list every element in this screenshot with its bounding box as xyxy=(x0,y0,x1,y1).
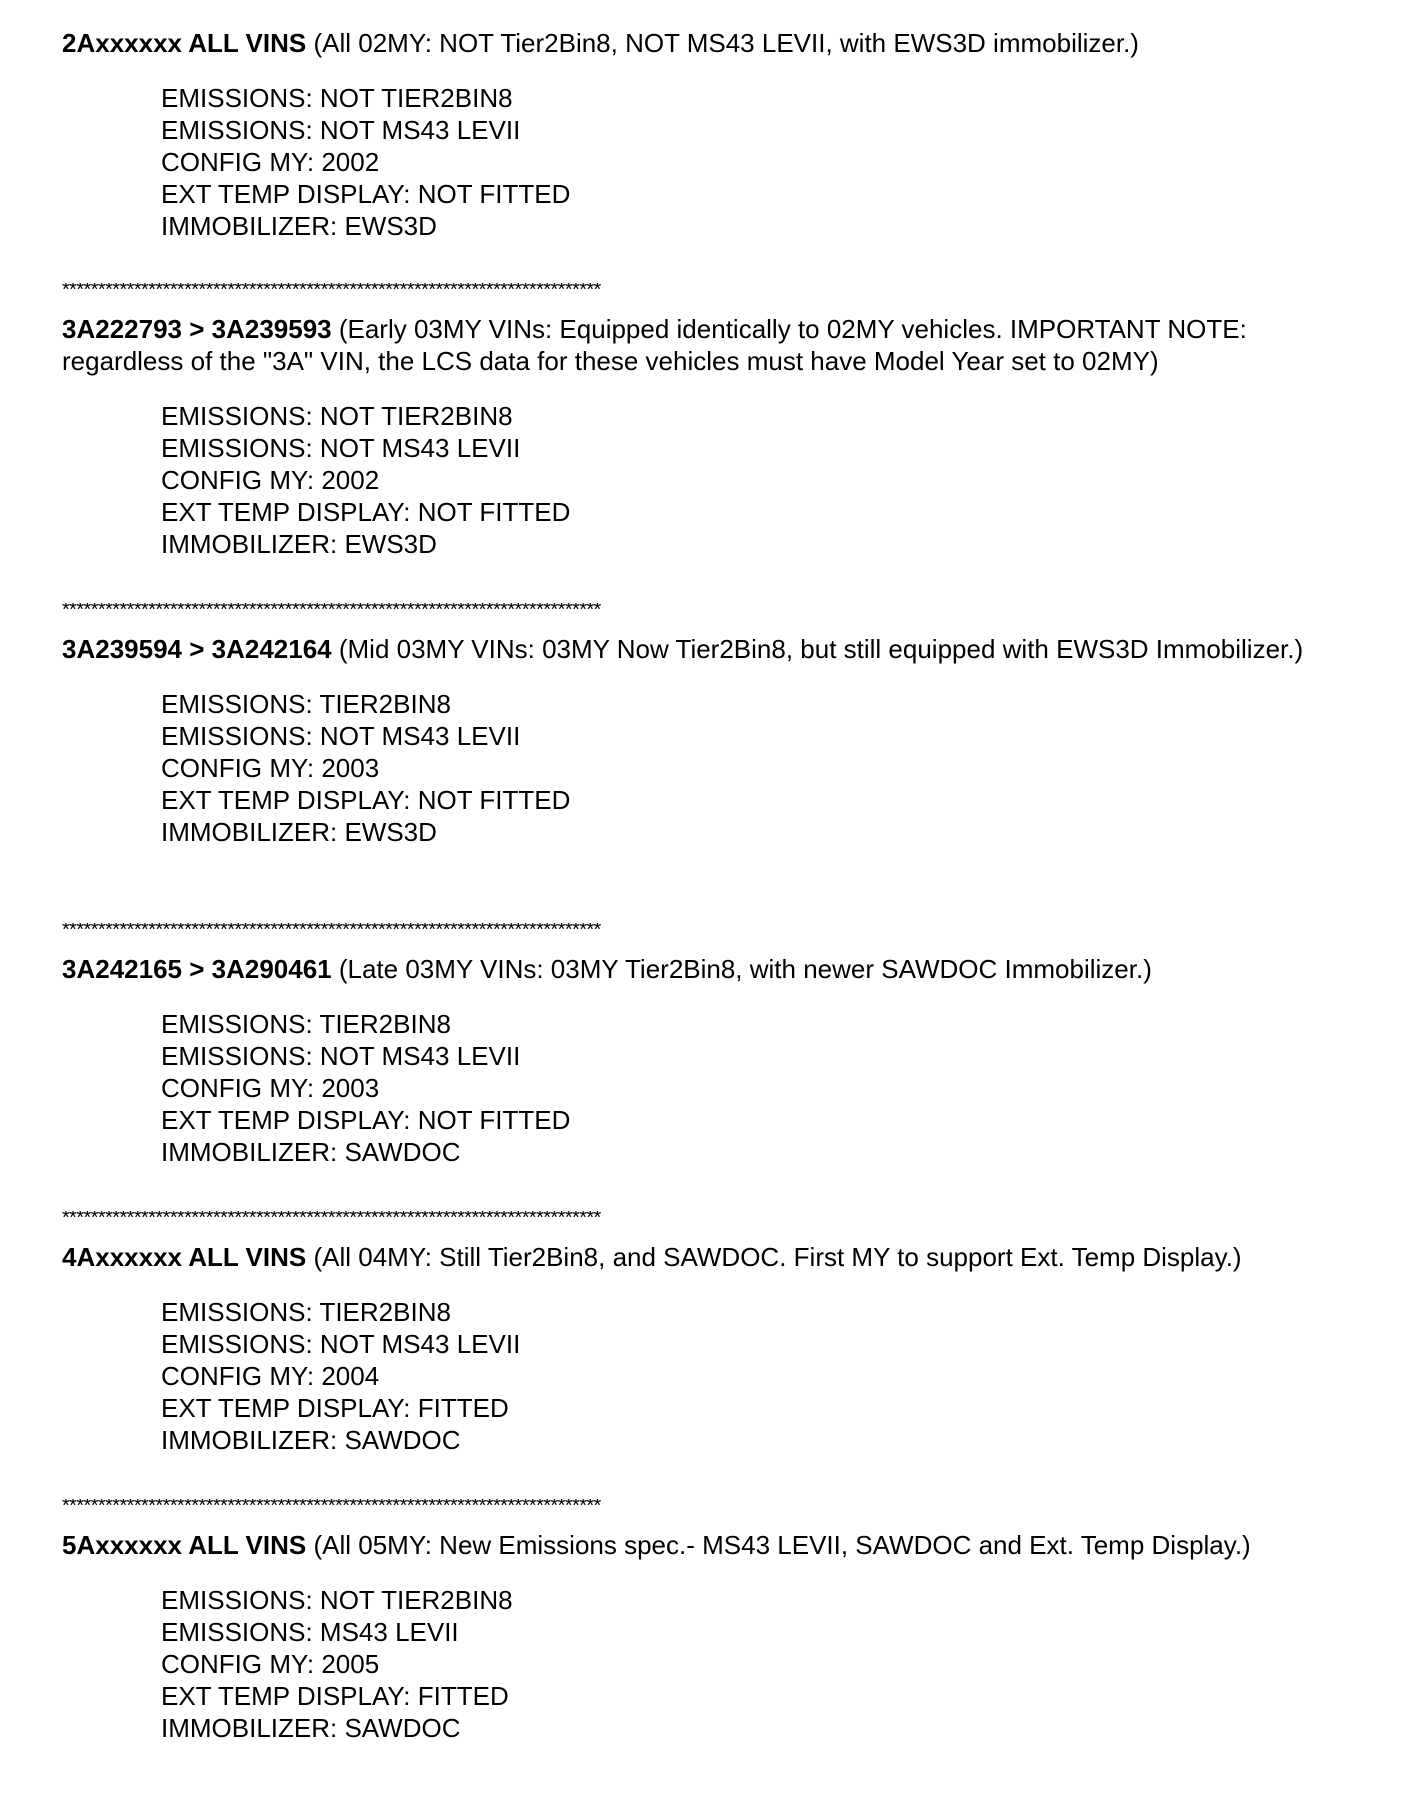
setting-ext-temp-display: EXT TEMP DISPLAY: NOT FITTED xyxy=(161,497,571,527)
settings-list xyxy=(161,82,1362,242)
vin-section-3a-mid xyxy=(62,633,1362,848)
section-heading xyxy=(62,313,1362,377)
setting-emissions-tier2bin8: EMISSIONS: TIER2BIN8 xyxy=(161,689,451,719)
setting-emissions-ms43: EMISSIONS: NOT MS43 LEVII xyxy=(161,721,521,751)
separator-line: *************************************************************************** xyxy=(62,1499,601,1513)
setting-ext-temp-display: EXT TEMP DISPLAY: NOT FITTED xyxy=(161,1105,571,1135)
setting-emissions-ms43: EMISSIONS: NOT MS43 LEVII xyxy=(161,1041,521,1071)
separator-line: *************************************************************************** xyxy=(62,923,601,937)
section-note: (Early 03MY VINs: Equipped identically to 02MY vehicles. IMPORTANT NOTE: regardless of the "3A" VIN, the LCS data for these vehicles must have Model Year set to 02MY) xyxy=(62,314,1247,376)
setting-emissions-ms43: EMISSIONS: NOT MS43 LEVII xyxy=(161,433,521,463)
section-note: (All 02MY: NOT Tier2Bin8, NOT MS43 LEVII, with EWS3D immobilizer.) xyxy=(306,28,1139,58)
vin-range: 3A239594 > 3A242164 xyxy=(62,634,332,664)
setting-immobilizer: IMMOBILIZER: SAWDOC xyxy=(161,1425,461,1455)
setting-emissions-ms43: EMISSIONS: NOT MS43 LEVII xyxy=(161,115,521,145)
settings-list xyxy=(161,688,1362,848)
vin-range: 3A242165 > 3A290461 xyxy=(62,954,332,984)
vin-section-5a xyxy=(62,1529,1362,1744)
setting-immobilizer: IMMOBILIZER: EWS3D xyxy=(161,211,437,241)
setting-immobilizer: IMMOBILIZER: EWS3D xyxy=(161,529,437,559)
setting-ext-temp-display: EXT TEMP DISPLAY: FITTED xyxy=(161,1393,509,1423)
settings-list xyxy=(161,1296,1362,1456)
vin-range: 2Axxxxxx ALL VINS xyxy=(62,28,307,58)
vin-section-4a xyxy=(62,1241,1362,1456)
separator-line: *************************************************************************** xyxy=(62,1211,601,1225)
setting-emissions-ms43: EMISSIONS: NOT MS43 LEVII xyxy=(161,1329,521,1359)
vin-section-3a-early xyxy=(62,313,1362,560)
separator-line: *************************************************************************** xyxy=(62,603,601,617)
section-heading xyxy=(62,633,1362,665)
settings-list xyxy=(161,400,1362,560)
setting-immobilizer: IMMOBILIZER: SAWDOC xyxy=(161,1137,461,1167)
vin-section-3a-late xyxy=(62,953,1362,1168)
setting-immobilizer: IMMOBILIZER: SAWDOC xyxy=(161,1713,461,1743)
section-note: (Mid 03MY VINs: 03MY Now Tier2Bin8, but still equipped with EWS3D Immobilizer.) xyxy=(331,634,1304,664)
vin-range: 5Axxxxxx ALL VINS xyxy=(62,1530,307,1560)
setting-emissions-tier2bin8: EMISSIONS: TIER2BIN8 xyxy=(161,1297,451,1327)
setting-ext-temp-display: EXT TEMP DISPLAY: NOT FITTED xyxy=(161,785,571,815)
section-heading xyxy=(62,953,1362,985)
separator-line: *************************************************************************** xyxy=(62,283,601,297)
setting-emissions-tier2bin8: EMISSIONS: NOT TIER2BIN8 xyxy=(161,1585,513,1615)
section-note: (All 05MY: New Emissions spec.- MS43 LEVII, SAWDOC and Ext. Temp Display.) xyxy=(306,1530,1251,1560)
section-heading xyxy=(62,1241,1362,1273)
setting-config-my: CONFIG MY: 2003 xyxy=(161,753,380,783)
section-note: (All 04MY: Still Tier2Bin8, and SAWDOC. First MY to support Ext. Temp Display.) xyxy=(306,1242,1242,1272)
setting-ext-temp-display: EXT TEMP DISPLAY: NOT FITTED xyxy=(161,179,571,209)
setting-config-my: CONFIG MY: 2004 xyxy=(161,1361,380,1391)
section-heading xyxy=(62,1529,1362,1561)
settings-list xyxy=(161,1008,1362,1168)
vin-range: 3A222793 > 3A239593 xyxy=(62,314,332,344)
vin-range: 4Axxxxxx ALL VINS xyxy=(62,1242,307,1272)
setting-emissions-tier2bin8: EMISSIONS: NOT TIER2BIN8 xyxy=(161,401,513,431)
section-note: (Late 03MY VINs: 03MY Tier2Bin8, with newer SAWDOC Immobilizer.) xyxy=(331,954,1152,984)
setting-emissions-tier2bin8: EMISSIONS: TIER2BIN8 xyxy=(161,1009,451,1039)
setting-emissions-tier2bin8: EMISSIONS: NOT TIER2BIN8 xyxy=(161,83,513,113)
setting-config-my: CONFIG MY: 2002 xyxy=(161,147,380,177)
section-heading xyxy=(62,27,1362,59)
setting-immobilizer: IMMOBILIZER: EWS3D xyxy=(161,817,437,847)
setting-config-my: CONFIG MY: 2005 xyxy=(161,1649,380,1679)
setting-config-my: CONFIG MY: 2002 xyxy=(161,465,380,495)
setting-config-my: CONFIG MY: 2003 xyxy=(161,1073,380,1103)
setting-emissions-ms43: EMISSIONS: MS43 LEVII xyxy=(161,1617,459,1647)
settings-list xyxy=(161,1584,1362,1744)
setting-ext-temp-display: EXT TEMP DISPLAY: FITTED xyxy=(161,1681,509,1711)
vin-section-2a xyxy=(62,27,1362,242)
